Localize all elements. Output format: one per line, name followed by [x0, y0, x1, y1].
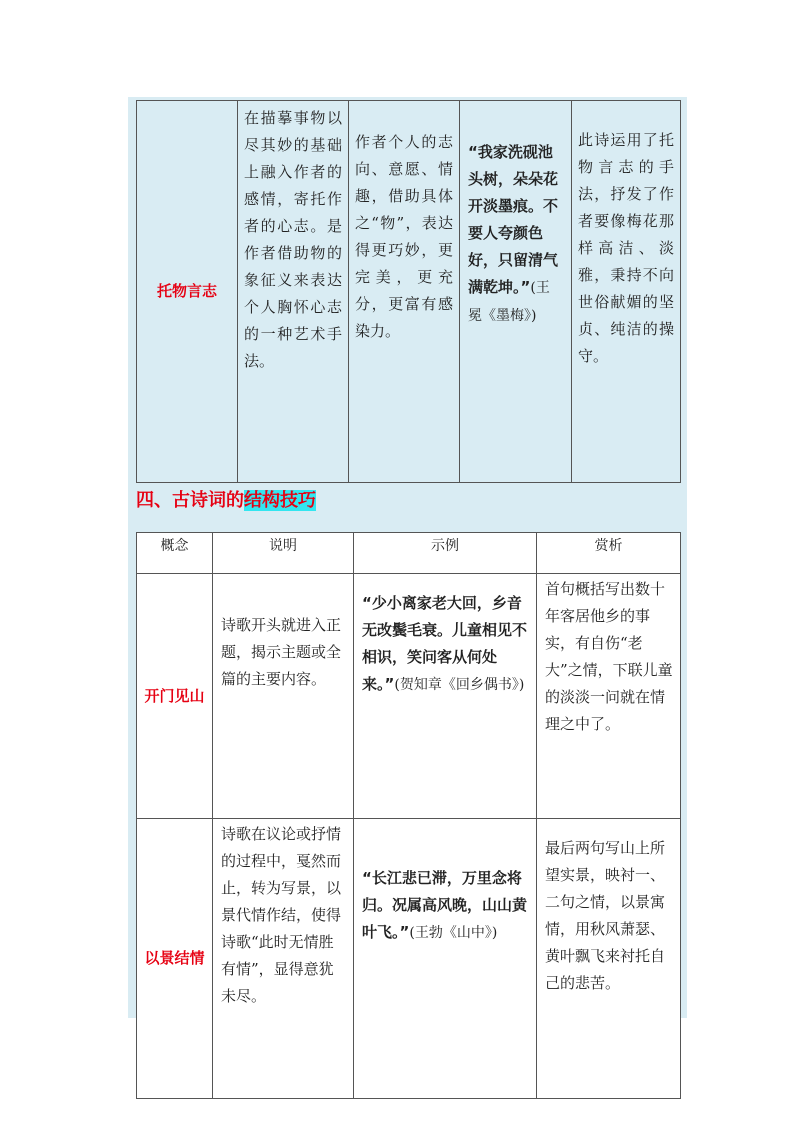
explanation-cell: 在描摹事物以尽其妙的基础上融入作者的感情，寄托作者的心志。是作者借助物的象征义来表达个人胸怀心志的一种艺术手法。 — [238, 101, 349, 483]
header-analysis: 赏析 — [537, 533, 681, 574]
concept-cell: 以景结情 — [137, 819, 213, 1099]
explanation-cell: 诗歌在议论或抒情的过程中，戛然而止，转为写景，以景代情作结，使得诗歌“此时无情胜有情”，显得意犹未尽。 — [213, 819, 354, 1099]
example-cell — [460, 101, 572, 483]
concept-cell: 托物言志 — [137, 101, 238, 483]
table-row — [137, 574, 681, 819]
example-cell — [354, 574, 537, 819]
technique-table-1 — [136, 100, 681, 483]
example-source: (王勃《山中》) — [409, 925, 498, 941]
analysis-cell: 此诗运用了托物言志的手法，抒发了作者要像梅花那样高洁、淡雅，秉持不向世俗献媚的坚贞、纯洁的操守。 — [572, 101, 681, 483]
section-heading-prefix: 四、古诗词的 — [136, 490, 244, 511]
header-explanation: 说明 — [213, 533, 354, 574]
analysis-cell: 最后两句写山上所望实景，映衬一、二句之情，以景寓情，用秋风萧瑟、黄叶飘飞来衬托自己的悲苦。 — [537, 819, 681, 1099]
section-heading-highlight: 结构技巧 — [244, 490, 316, 511]
table-header-row — [137, 533, 681, 574]
header-concept: 概念 — [137, 533, 213, 574]
explanation-cell: 诗歌开头就进入正题，揭示主题或全篇的主要内容。 — [213, 574, 354, 819]
example-quote: “我家洗砚池头树，朵朵花开淡墨痕。不要人夸颜色好，只留清气满乾坤。” — [468, 143, 559, 296]
example-quote: “少小离家老大回，乡音无改鬓毛衰。儿童相见不相识，笑问客从何处来。” — [362, 594, 528, 693]
analysis-cell: 首句概括写出数十年客居他乡的事实，有自伤“老大”之情，下联儿童的淡淡一问就在情理之中了。 — [537, 574, 681, 819]
effect-cell: 作者个人的志向、意愿、情趣，借助具体之“物”，表达得更巧妙，更完美，更充分，更富有感染力。 — [349, 101, 460, 483]
header-example: 示例 — [354, 533, 537, 574]
section-heading — [136, 486, 316, 512]
example-cell — [354, 819, 537, 1099]
table-row — [137, 819, 681, 1099]
example-source: (贺知章《回乡偶书》) — [394, 677, 525, 693]
example-quote: “长江悲已滞，万里念将归。况属高风晚，山山黄叶飞。” — [362, 869, 528, 941]
structure-technique-table — [136, 532, 681, 1099]
table-row — [137, 101, 681, 483]
example-source: (王冕《墨梅》) — [468, 280, 550, 324]
concept-cell: 开门见山 — [137, 574, 213, 819]
